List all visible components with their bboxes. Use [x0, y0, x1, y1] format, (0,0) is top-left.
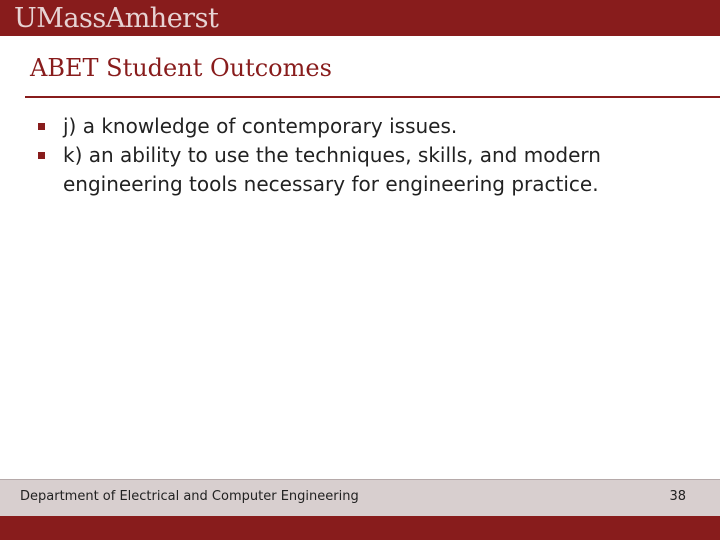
page-number: 38 — [669, 489, 686, 504]
header-bar — [0, 0, 720, 36]
slide-title: ABET Student Outcomes — [30, 54, 332, 82]
bullet-text: j) a knowledge of contemporary issues. — [63, 114, 458, 138]
umass-amherst-logo: UMassAmherst — [14, 3, 219, 34]
square-bullet-icon — [38, 123, 45, 130]
bottom-bar — [0, 516, 720, 540]
bullet-list — [36, 112, 706, 199]
bullet-item — [36, 112, 706, 141]
square-bullet-icon — [38, 152, 45, 159]
bullet-text: k) an ability to use the techniques, skills, and modern engineering tools necessary for engineering practice. — [63, 143, 601, 196]
footer-department: Department of Electrical and Computer Engineering — [20, 489, 359, 504]
bullet-item — [36, 141, 706, 199]
title-divider — [25, 96, 720, 98]
footer-divider — [0, 479, 720, 480]
